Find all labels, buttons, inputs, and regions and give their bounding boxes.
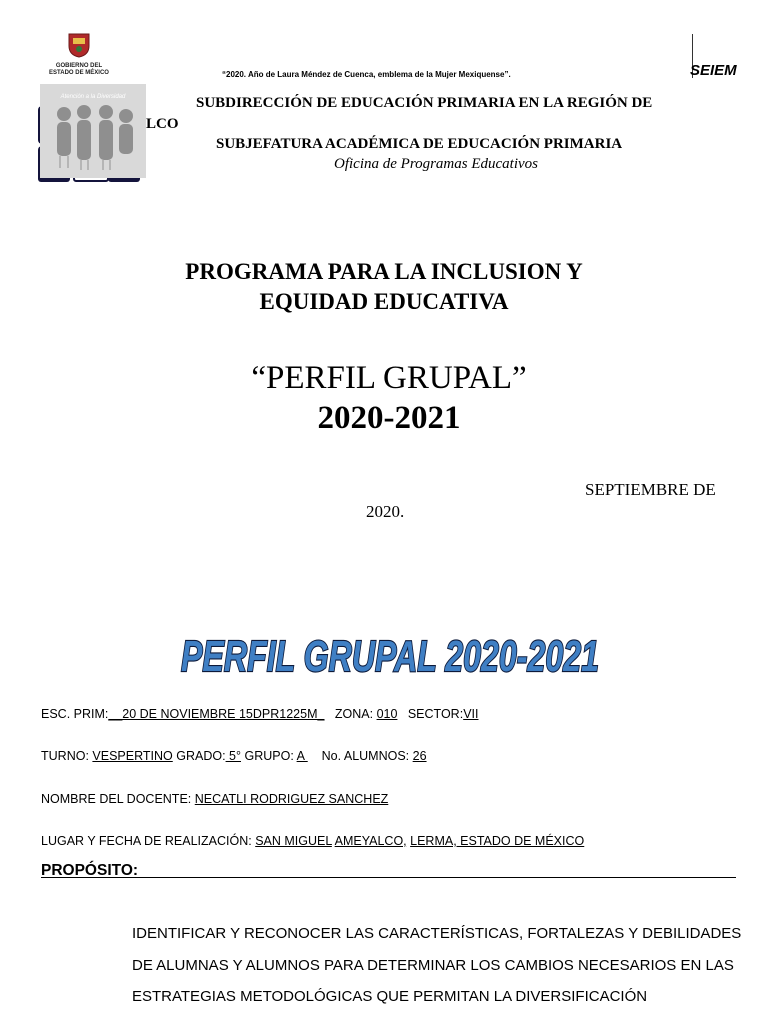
date-line2: 2020. [366, 502, 405, 521]
subdireccion-heading: SUBDIRECCIÓN DE EDUCACIÓN PRIMARIA EN LA REGIÓN DE [196, 95, 653, 111]
sector-value: VII [463, 707, 479, 721]
grupo-value: A [296, 749, 308, 763]
esc-label: ESC. PRIM: [41, 707, 109, 721]
subjefatura-heading: SUBJEFATURA ACADÉMICA DE EDUCACIÓN PRIMARIA [216, 136, 623, 152]
banner-text: PERFIL GRUPAL 2020-2021 [181, 632, 599, 681]
program-title [0, 257, 768, 317]
docente-label: NOMBRE DEL DOCENTE: [41, 792, 192, 806]
alumnos-value: 26 [412, 749, 427, 763]
grupo-label: GRUPO: [244, 749, 294, 763]
program-title-line2: EQUIDAD EDUCATIVA [259, 289, 509, 314]
date-line1: SEPTIEMBRE DE [585, 480, 716, 499]
gobierno-logo [30, 30, 128, 80]
lugar-row [41, 834, 584, 848]
gov-logo-line2: ESTADO DE MÉXICO [49, 70, 109, 76]
people-icon [40, 84, 146, 178]
lugar-value-2: AMEYALCO, [334, 834, 407, 848]
region-tail: LCO [146, 116, 179, 132]
proposito-line: ESTRATEGIAS METODOLÓGICAS QUE PERMITAN LA DIVERSIFICACIÓN [132, 988, 648, 1005]
alumnos-label: No. ALUMNOS: [321, 749, 410, 763]
sector-label: SECTOR: [407, 707, 464, 721]
grado-label: GRADO: [176, 749, 226, 763]
program-title-line1: PROGRAMA PARA LA INCLUSION Y [185, 259, 583, 284]
lugar-value-1: SAN MIGUEL [255, 834, 332, 848]
lugar-value-3: LERMA, ESTADO DE MÉXICO [410, 834, 585, 848]
oficina-heading: Oficina de Programas Educativos [334, 156, 539, 172]
diversity-image [40, 84, 146, 178]
zona-label: ZONA: [334, 707, 374, 721]
turno-label: TURNO: [41, 749, 89, 763]
proposito-line: IDENTIFICAR Y RECONOCER LAS CARACTERÍSTICAS, FORTALEZAS Y DEBILIDADES [132, 925, 742, 942]
proposito-line: DE ALUMNAS Y ALUMNOS PARA DETERMINAR LOS CAMBIOS NECESARIOS EN LAS [132, 957, 734, 974]
docente-row [41, 792, 388, 806]
docente-value: NECATLI RODRIGUEZ SANCHEZ [194, 792, 389, 806]
esc-value: __20 DE NOVIEMBRE 15DPR1225M_ [108, 707, 325, 721]
proposito-heading: PROPÓSITO: [41, 862, 139, 879]
perfil-grupal-banner [176, 616, 604, 684]
turno-row [41, 749, 427, 763]
motto: “2020. Año de Laura Méndez de Cuenca, emblema de la Mujer Mexiquense”. [222, 70, 511, 79]
seiem-logo: SEIEM [690, 62, 737, 79]
zona-value: 010 [376, 707, 398, 721]
crest-icon [66, 30, 92, 58]
perfil-year: 2020-2021 [317, 400, 461, 436]
perfil-title: “PERFIL GRUPAL” [251, 360, 527, 396]
diversity-caption: Atención a la Diversidad [60, 94, 126, 100]
school-row [41, 707, 478, 721]
gov-logo-line1: GOBIERNO DEL [55, 63, 103, 69]
grado-value: 5° [225, 749, 241, 763]
turno-value: VESPERTINO [92, 749, 173, 763]
divider-rule [41, 877, 736, 878]
lugar-label: LUGAR Y FECHA DE REALIZACIÓN: [41, 834, 252, 848]
